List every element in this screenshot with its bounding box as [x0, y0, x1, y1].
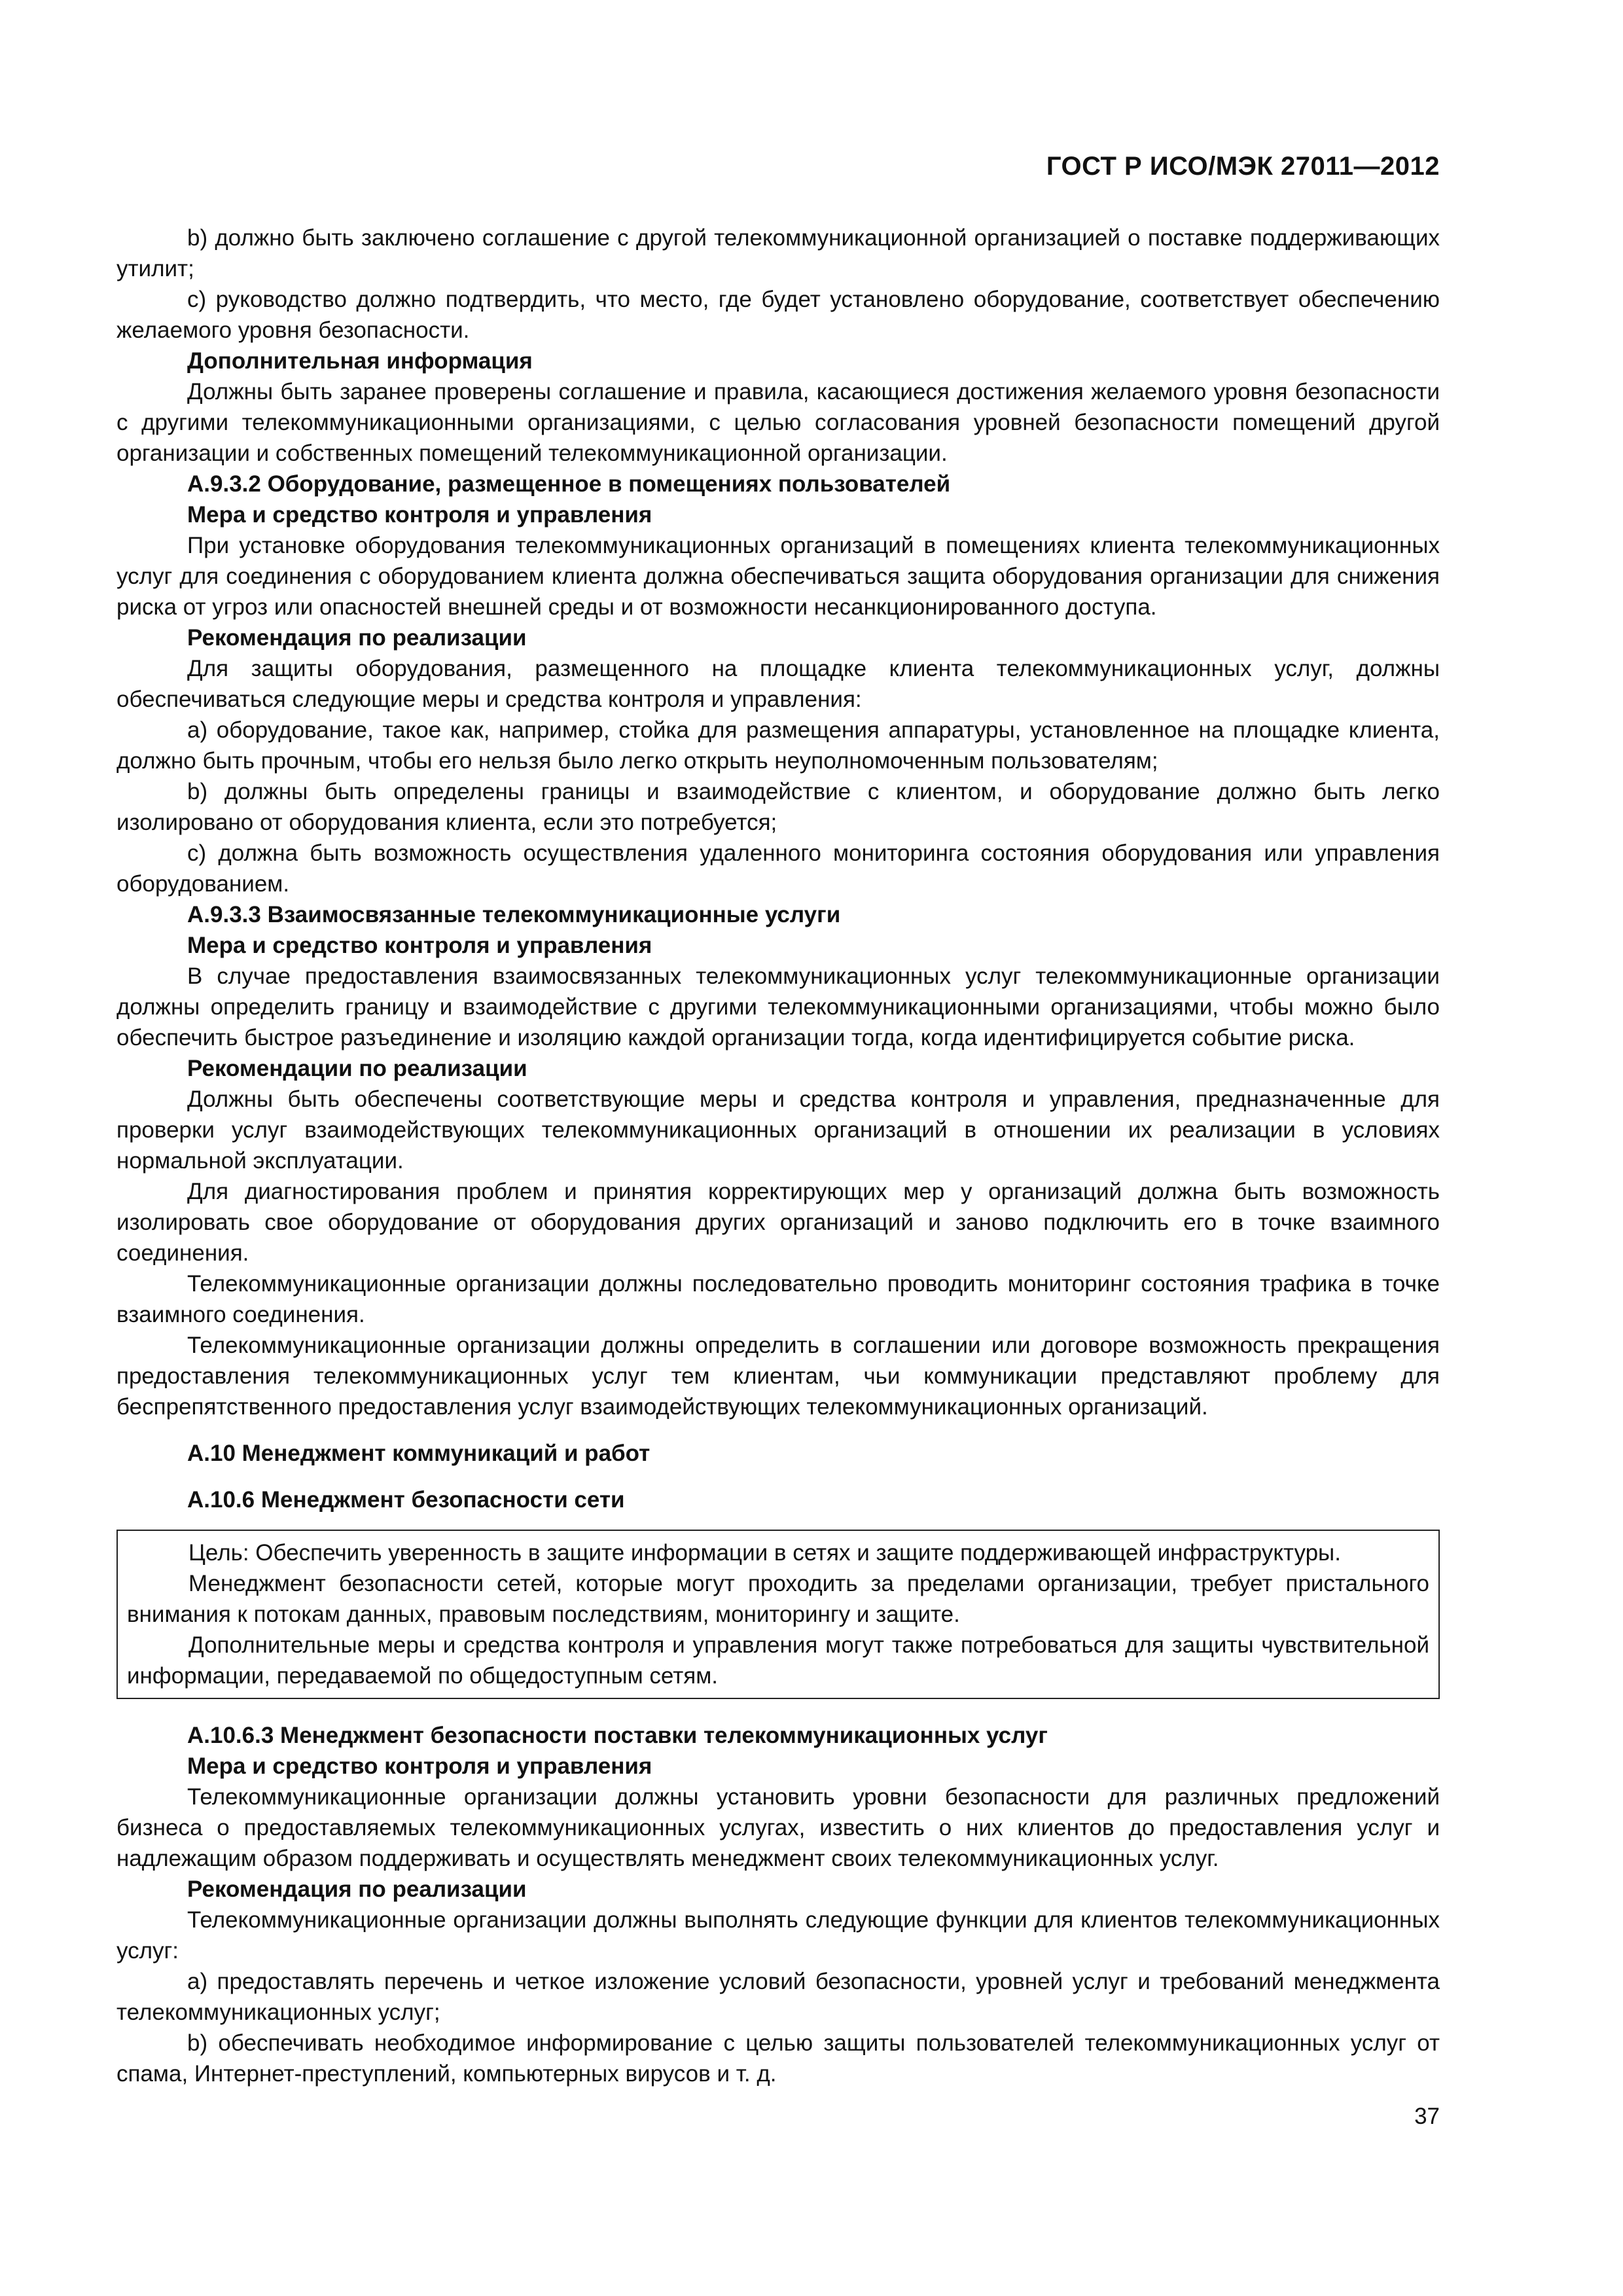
paragraph: Телекоммуникационные организации должны выполнять следующие функции для клиентов телекоммуникационных услуг:: [116, 1907, 1440, 1964]
paragraph: c) должна быть возможность осуществления удаленного мониторинга состояния оборудования или управления оборудованием.: [116, 840, 1440, 897]
subheading: Рекомендация по реализации: [187, 625, 527, 651]
subheading: Мера и средство контроля и управления: [187, 933, 652, 958]
paragraph: Телекоммуникационные организации должны определить в соглашении или договоре возможность прекращения предоставления телекоммуникационных услуг тем клиентам, чьи коммуникации представляют проблему для беспрепятственного предоставления услуг взаимодействующих телекоммуникационных организаций.: [116, 1333, 1440, 1420]
paragraph: Телекоммуникационные организации должны последовательно проводить мониторинг состояния трафика в точке взаимного соединения.: [116, 1271, 1440, 1327]
goal-box-line: Цель: Обеспечить уверенность в защите информации в сетях и защите поддерживающей инфраструктуры.: [188, 1540, 1341, 1566]
paragraph: Телекоммуникационные организации должны установить уровни безопасности для различных предложений бизнеса о предоставляемых телекоммуникационных услугах, известить о них клиентов до предоставления услуг и надлежащим образом поддерживать и осуществлять менеджмент своих телекоммуникационных услуг.: [116, 1784, 1440, 1871]
page-number: 37: [1414, 2104, 1440, 2129]
paragraph: b) обеспечивать необходимое информирование с целью защиты пользователей телекоммуникационных услуг от спама, Интернет-преступлений, компьютерных вирусов и т. д.: [116, 2030, 1440, 2087]
paragraph: a) оборудование, такое как, например, стойка для размещения аппаратуры, установленное на площадке клиента, должно быть прочным, чтобы его нельзя было легко открыть неуполномоченным пользователям;: [116, 717, 1440, 774]
paragraph: Для защиты оборудования, размещенного на площадке клиента телекоммуникационных услуг, должны обеспечиваться следующие меры и средства контроля и управления:: [116, 656, 1440, 712]
subheading: Рекомендации по реализации: [187, 1056, 527, 1081]
subheading: A.10.6.3 Менеджмент безопасности поставки телекоммуникационных услуг: [187, 1723, 1048, 1748]
paragraph: b) должно быть заключено соглашение с другой телекоммуникационной организацией о поставке поддерживающих утилит;: [116, 225, 1440, 281]
goal-box: [116, 1530, 1440, 1699]
paragraph: При установке оборудования телекоммуникационных организаций в помещениях клиента телекоммуникационных услуг для соединения с оборудованием клиента должна обеспечиваться защита оборудования организации для снижения риска от угроз или опасностей внешней среды и от возможности несанкционированного доступа.: [116, 533, 1440, 620]
paragraph: Должны быть обеспечены соответствующие меры и средства контроля и управления, предназначенные для проверки услуг взаимодействующих телекоммуникационных организаций в отношении их реализации в условиях нормальной эксплуатации.: [116, 1086, 1440, 1174]
paragraph: c) руководство должно подтвердить, что место, где будет установлено оборудование, соответствует обеспечению желаемого уровня безопасности.: [116, 287, 1440, 343]
document-body: [116, 223, 1440, 2089]
goal-box-line: Менеджмент безопасности сетей, которые могут проходить за пределами организации, требует пристального внимания к потокам данных, правовым последствиям, мониторингу и защите.: [127, 1571, 1429, 1627]
section-heading: A.10.6 Менеджмент безопасности сети: [187, 1487, 625, 1513]
section-heading: A.10 Менеджмент коммуникаций и работ: [187, 1441, 651, 1466]
paragraph: Должны быть заранее проверены соглашение и правила, касающиеся достижения желаемого уровня безопасности с другими телекоммуникационными организациями, с целью согласования уровней безопасности помещений другой организации и собственных помещений телекоммуникационной организации.: [116, 379, 1440, 466]
goal-box-line: Дополнительные меры и средства контроля и управления могут также потребоваться для защиты чувствительной информации, передаваемой по общедоступным сетям.: [127, 1632, 1429, 1689]
standard-header: ГОСТ Р ИСО/МЭК 27011—2012: [1046, 152, 1440, 181]
paragraph: Для диагностирования проблем и принятия корректирующих мер у организаций должна быть возможность изолировать свое оборудование от оборудования других организаций и заново подключить его в точке взаимного соединения.: [116, 1179, 1440, 1266]
subheading: A.9.3.3 Взаимосвязанные телекоммуникационные услуги: [187, 902, 841, 927]
subheading: Рекомендация по реализации: [187, 1876, 527, 1902]
paragraph: b) должны быть определены границы и взаимодействие с клиентом, и оборудование должно быть легко изолировано от оборудования клиента, если это потребуется;: [116, 779, 1440, 835]
subheading: Мера и средство контроля и управления: [187, 1753, 652, 1779]
subheading: Дополнительная информация: [187, 348, 533, 374]
paragraph: a) предоставлять перечень и четкое изложение условий безопасности, уровней услуг и требований менеджмента телекоммуникационных услуг;: [116, 1969, 1440, 2025]
paragraph: В случае предоставления взаимосвязанных телекоммуникационных услуг телекоммуникационные организации должны определить границу и взаимодействие с другими телекоммуникационными организациями, чтобы можно было обеспечить быстрое разъединение и изоляцию каждой организации тогда, когда идентифицируется событие риска.: [116, 963, 1440, 1050]
subheading: A.9.3.2 Оборудование, размещенное в помещениях пользователей: [187, 471, 951, 497]
subheading: Мера и средство контроля и управления: [187, 502, 652, 528]
